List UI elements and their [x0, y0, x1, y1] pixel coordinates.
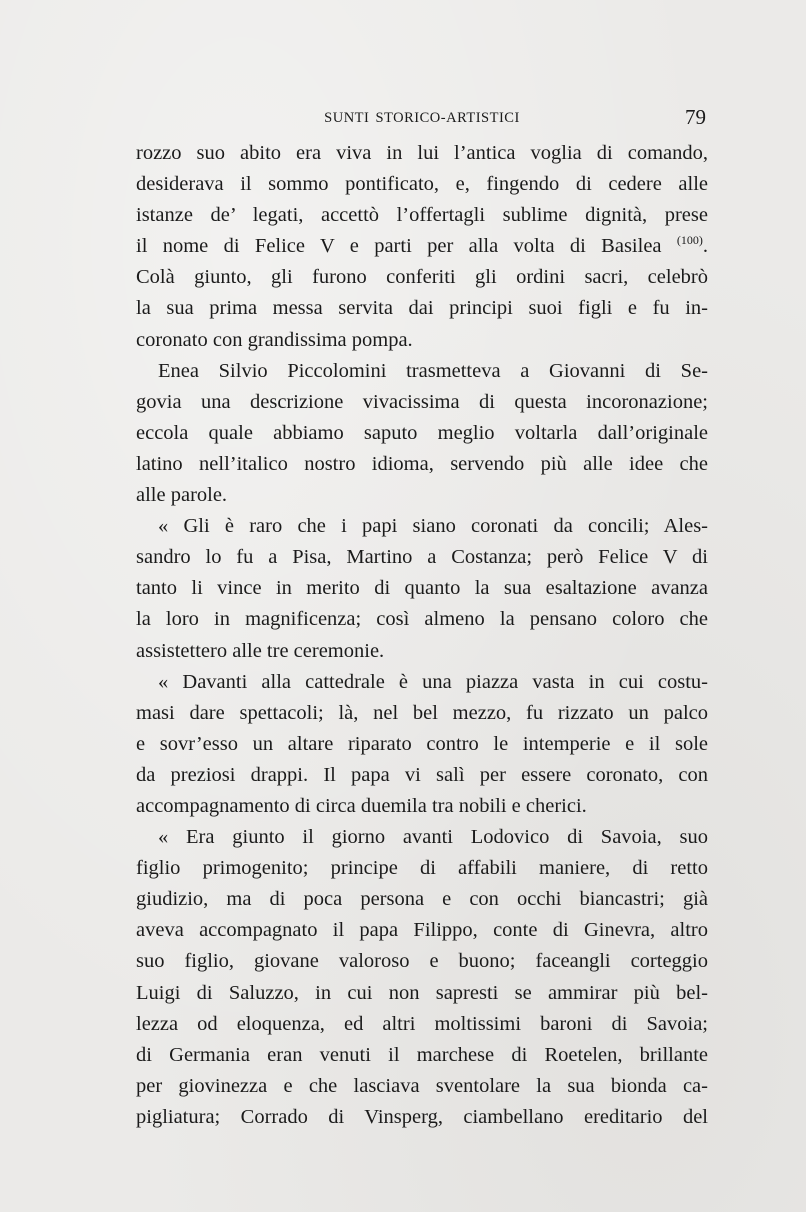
text-line: figlio primogenito; principe di affabili maniere, di retto — [136, 857, 708, 880]
paragraph-start-line: « Davanti alla cattedrale è una piazza vasta in cui costu- — [158, 670, 708, 693]
text-line: Luigi di Saluzzo, in cui non sapresti se ammirar più bel- — [136, 981, 708, 1004]
text-line: istanze de’ legati, accettò l’offertagli sublime dignità, prese — [136, 204, 708, 227]
text-line: suo figlio, giovane valoroso e buono; faceangli corteggio — [136, 950, 708, 973]
text-line: la sua prima messa servita dai principi suoi figli e fu in- — [136, 297, 708, 320]
text-line: sandro lo fu a Pisa, Martino a Costanza; però Felice V di — [136, 546, 708, 569]
text-line: assistettero alle tre ceremonie. — [136, 639, 385, 662]
paragraph-start-line: « Gli è raro che i papi siano coronati da concili; Ales- — [158, 515, 708, 538]
footnote-reference: (100) — [676, 233, 703, 248]
text-line: eccola quale abbiamo saputo meglio voltarla dall’originale — [136, 421, 708, 444]
text-line: lezza od eloquenza, ed altri moltissimi baroni di Savoia; — [136, 1012, 708, 1035]
text-line: coronato con grandissima pompa. — [136, 328, 413, 351]
text-line: pigliatura; Corrado di Vinsperg, ciambellano ereditario del — [136, 1105, 708, 1128]
running-title: SUNTI STORICO-ARTISTICI — [324, 110, 520, 126]
text-line: desiderava il sommo pontificato, e, fingendo di cedere alle — [136, 173, 708, 196]
text-line: alle parole. — [136, 484, 228, 507]
text-line-with-footnote — [136, 231, 708, 262]
footnote-reference-suffix: . — [702, 235, 708, 258]
paragraph-start-line: « Era giunto il giorno avanti Lodovico di Savoia, suo — [158, 826, 708, 849]
text-line: aveva accompagnato il papa Filippo, conte di Ginevra, altro — [136, 919, 708, 942]
text-line: accompagnamento di circa duemila tra nobili e cherici. — [136, 794, 587, 817]
text-line: Colà giunto, gli furono conferiti gli ordini sacri, celebrò — [136, 266, 708, 289]
text-line: govia una descrizione vivacissima di questa incoronazione; — [136, 390, 708, 413]
text-line: e sovr’esso un altare riparato contro le intemperie e il sole — [136, 732, 708, 755]
page-number: 79 — [685, 105, 706, 129]
text-line: la loro in magnificenza; così almeno la pensano coloro che — [136, 608, 708, 631]
text-line-content: il nome di Felice V e parti per alla volta di Basilea — [136, 235, 662, 258]
text-line: masi dare spettacoli; là, nel bel mezzo, fu rizzato un palco — [136, 701, 708, 724]
text-line: di Germania eran venuti il marchese di Roetelen, brillante — [136, 1043, 708, 1066]
running-head — [136, 104, 708, 134]
text-line: da preziosi drappi. Il papa vi salì per essere coronato, con — [136, 763, 708, 786]
text-line: rozzo suo abito era viva in lui l’antica voglia di comando, — [136, 142, 708, 164]
body-text — [136, 138, 708, 1133]
text-line: tanto li vince in merito di quanto la sua esaltazione avanza — [136, 577, 708, 600]
text-line: giudizio, ma di poca persona e con occhi biancastri; già — [136, 888, 708, 911]
text-line: per giovinezza e che lasciava sventolare la sua bionda ca- — [136, 1074, 708, 1097]
paragraph-start-line: Enea Silvio Piccolomini trasmetteva a Giovanni di Se- — [158, 359, 708, 382]
text-line: latino nell’italico nostro idioma, servendo più alle idee che — [136, 452, 708, 475]
